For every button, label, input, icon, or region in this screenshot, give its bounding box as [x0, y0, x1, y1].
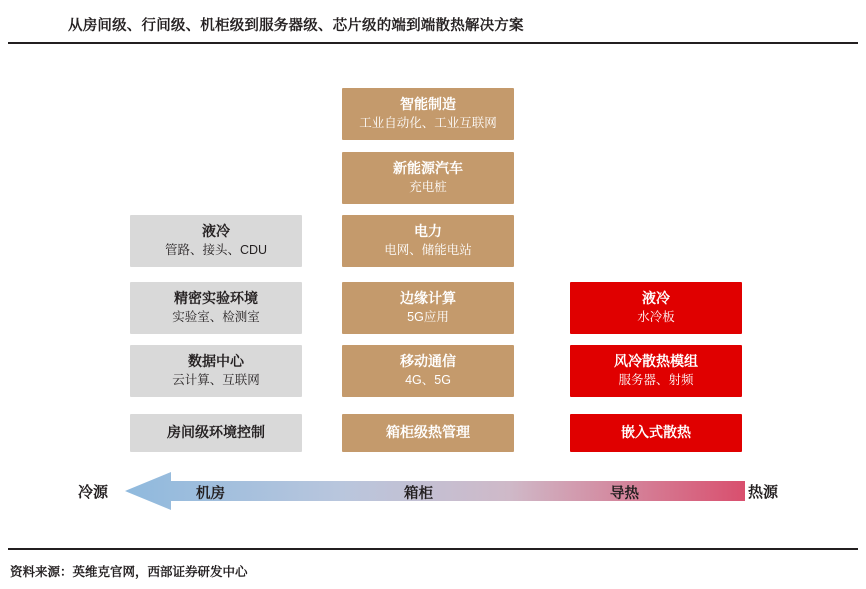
box-middle-3-title: 边缘计算	[400, 289, 456, 306]
box-right-1-subtitle: 服务器、射频	[618, 373, 694, 388]
box-right-2[interactable]	[570, 414, 742, 452]
box-middle-4-subtitle: 4G、5G	[405, 373, 451, 388]
box-middle-2-subtitle: 电网、储能电站	[384, 243, 472, 258]
box-left-3-title: 房间级环境控制	[167, 424, 265, 441]
box-left-0-subtitle: 管路、接头、CDU	[164, 243, 268, 258]
box-middle-0[interactable]	[342, 88, 514, 140]
box-left-0-title: 液冷	[202, 222, 230, 239]
arrow-stage-1: 箱柜	[404, 486, 433, 502]
box-left-1-subtitle: 实验室、检测室	[172, 310, 260, 325]
arrow-stage-0: 机房	[196, 486, 225, 502]
box-middle-0-subtitle: 工业自动化、工业互联网	[359, 116, 497, 131]
box-middle-5[interactable]	[342, 414, 514, 452]
box-left-2-title: 数据中心	[188, 352, 244, 369]
box-right-0-subtitle: 水冷板	[637, 310, 675, 325]
source-note: 资料来源：英维克官网，西部证券研发中心	[10, 565, 248, 579]
box-right-0-title: 液冷	[642, 289, 670, 306]
box-middle-2[interactable]	[342, 215, 514, 267]
box-left-0[interactable]	[130, 215, 302, 267]
arrow-label-hot-source: 热源	[748, 484, 779, 501]
box-middle-1-title: 新能源汽车	[393, 159, 463, 176]
box-middle-4-title: 移动通信	[400, 352, 456, 369]
box-middle-4[interactable]	[342, 345, 514, 397]
box-left-2-subtitle: 云计算、互联网	[172, 373, 260, 388]
box-middle-3[interactable]	[342, 282, 514, 334]
box-middle-1[interactable]	[342, 152, 514, 204]
arrow-stage-2: 导热	[610, 486, 639, 502]
box-left-1-title: 精密实验环境	[174, 289, 258, 306]
box-middle-5-title: 箱柜级热管理	[386, 424, 470, 441]
box-left-3[interactable]	[130, 414, 302, 452]
box-left-2[interactable]	[130, 345, 302, 397]
page-title: 从房间级、行间级、机柜级到服务器级、芯片级的端到端散热解决方案	[68, 18, 524, 34]
box-middle-1-subtitle: 充电桩	[409, 180, 447, 195]
box-middle-3-subtitle: 5G应用	[407, 310, 449, 325]
box-right-1-title: 风冷散热模组	[614, 352, 698, 369]
header-divider	[8, 42, 858, 44]
arrow-label-cold-source: 冷源	[78, 484, 109, 501]
box-right-0[interactable]	[570, 282, 742, 334]
box-middle-0-title: 智能制造	[400, 95, 456, 112]
box-middle-2-title: 电力	[414, 222, 442, 239]
box-left-1[interactable]	[130, 282, 302, 334]
footer-divider	[8, 548, 858, 550]
box-right-2-title: 嵌入式散热	[621, 424, 691, 441]
box-right-1[interactable]	[570, 345, 742, 397]
